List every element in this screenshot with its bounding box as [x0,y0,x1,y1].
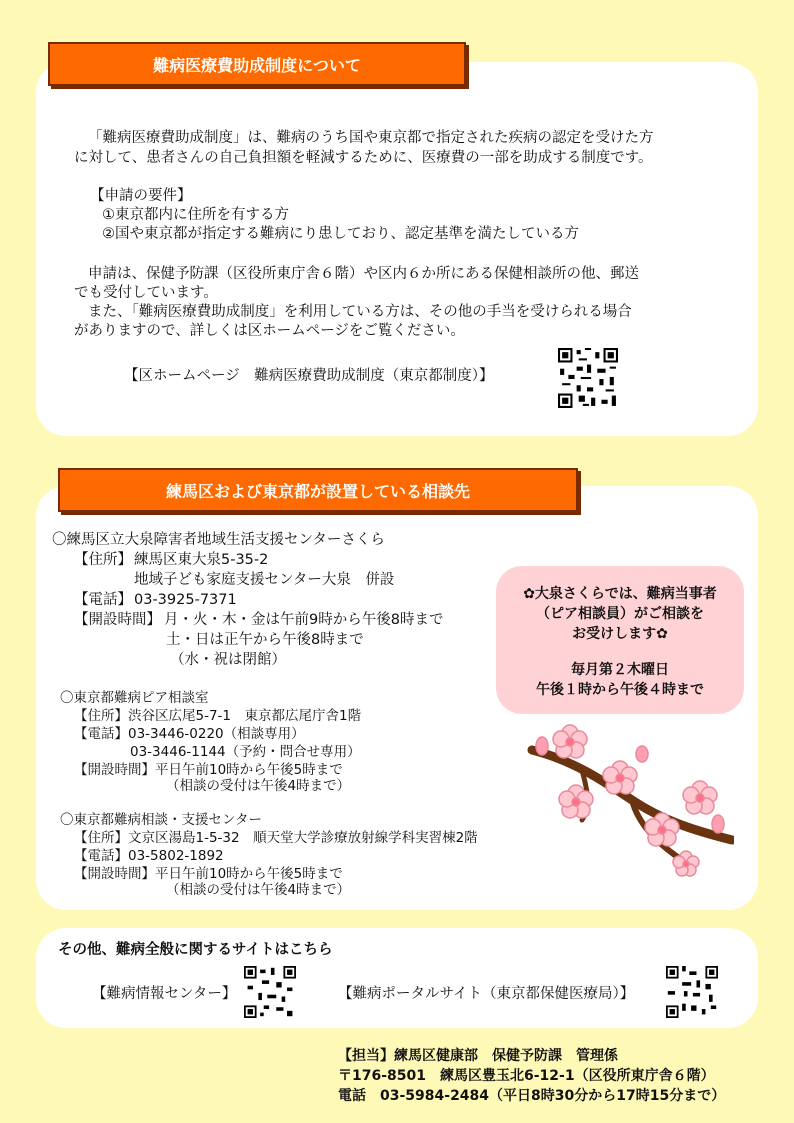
homepage-link[interactable]: 【区ホームページ 難病医療費助成制度（東京都制度）】 [124,368,494,384]
bubble-line-3: お受けします✿ [572,626,668,642]
qr-code-icon [666,966,718,1018]
support-name: 〇東京都難病相談・支援センター [60,812,262,828]
para2-line2: でも受付しています。 [74,285,218,301]
support-address: 【住所】文京区湯島1-5-32 順天堂大学診療放射線学科実習棟2階 [74,830,478,846]
sakura-name: 〇練馬区立大泉障害者地域生活支援センターさくら [52,532,385,548]
sakura-address: 練馬区東大泉5-35-2 [134,552,269,568]
sakura-hours-1: 月・火・木・金は午前9時から午後8時まで [164,612,444,628]
footer-address: 〒176-8501 練馬区豊玉北6-12-1（区役所東庁舎６階） [338,1068,715,1084]
sakura-hours-label: 【開設時間】 [74,612,161,628]
bubble-line-2: （ピア相談員）がご相談を [536,606,704,622]
sakura-phone-label: 【電話】 [74,592,132,608]
peer-name: 〇東京都難病ピア相談室 [60,690,209,706]
peer-address: 【住所】渋谷区広尾5-7-1 東京都広尾庁舎1階 [74,708,362,724]
qr-code-homepage[interactable] [558,348,618,408]
other-sites-heading: その他、難病全般に関するサイトはこちら [58,942,333,958]
support-hours-2: （相談の受付は午後4時まで） [166,882,351,898]
peer-hours-1: 【開設時間】平日午前10時から午後5時まで [74,762,343,778]
para3-line1: また、「難病医療費助成制度」を利用している方は、その他の手当を受けられる場合 [88,304,632,320]
sakura-address-label: 【住所】 [74,552,132,568]
cherry-blossom-illustration [522,720,734,888]
bubble-line-1: ✿大泉さくらでは、難病当事者 [523,586,717,602]
requirement-1: ①東京都内に住所を有する方 [102,207,289,223]
support-hours-1: 【開設時間】平日午前10時から午後5時まで [74,866,343,882]
portal-site-link[interactable]: 【難病ポータルサイト（東京都保健医療局）】 [338,986,635,1002]
sakura-address2: 地域子ども家庭支援センター大泉 併設 [134,572,395,588]
para2-line1: 申請は、保健予防課（区役所東庁舎６階）や区内６か所にある保健相談所の他、郵送 [88,266,639,282]
peer-hours-2: （相談の受付は午後4時まで） [166,778,351,794]
section-title-subsidy: 難病医療費助成制度について [48,42,466,86]
footer-contact-dept: 【担当】練馬区健康部 保健予防課 管理係 [338,1048,618,1064]
peer-consultation-bubble [496,566,744,714]
sakura-hours-2: 土・日は正午から午後8時まで [166,632,364,648]
sakura-hours-3: （水・祝は閉館） [170,652,286,668]
para1-line2: に対して、患者さんの自己負担額を軽減するために、医療費の一部を助成する制度です。 [74,150,653,166]
footer-phone: 電話 03-5984-2484（平日8時30分から17時15分まで） [338,1088,726,1104]
section-title-consultation: 練馬区および東京都が設置している相談先 [58,468,578,512]
intractable-disease-center-link[interactable]: 【難病情報センター】 [92,986,237,1002]
qr-code-icon [558,348,618,408]
requirement-2: ②国や東京都が指定する難病にり患しており、認定基準を満たしている方 [102,226,579,242]
qr-code-portal-site[interactable] [666,966,718,1018]
bubble-line-4: 毎月第２木曜日 [571,662,669,678]
para3-line2: がありますので、詳しくは区ホームページをご覧ください。 [74,323,465,339]
bubble-line-5: 午後１時から午後４時まで [536,682,704,698]
peer-phone-2: 03-3446-1144（予約・問合せ専用） [130,744,361,760]
qr-code-icon [244,966,296,1018]
peer-phone-1: 【電話】03-3446-0220（相談専用） [74,726,305,742]
sakura-phone: 03-3925-7371 [134,592,237,608]
support-phone: 【電話】03-5802-1892 [74,848,224,864]
qr-code-disease-center[interactable] [244,966,296,1018]
para1-line1: 「難病医療費助成制度」は、難病のうち国や東京都で指定された疾病の認定を受けた方 [88,130,654,146]
requirements-heading: 【申請の要件】 [90,188,192,204]
